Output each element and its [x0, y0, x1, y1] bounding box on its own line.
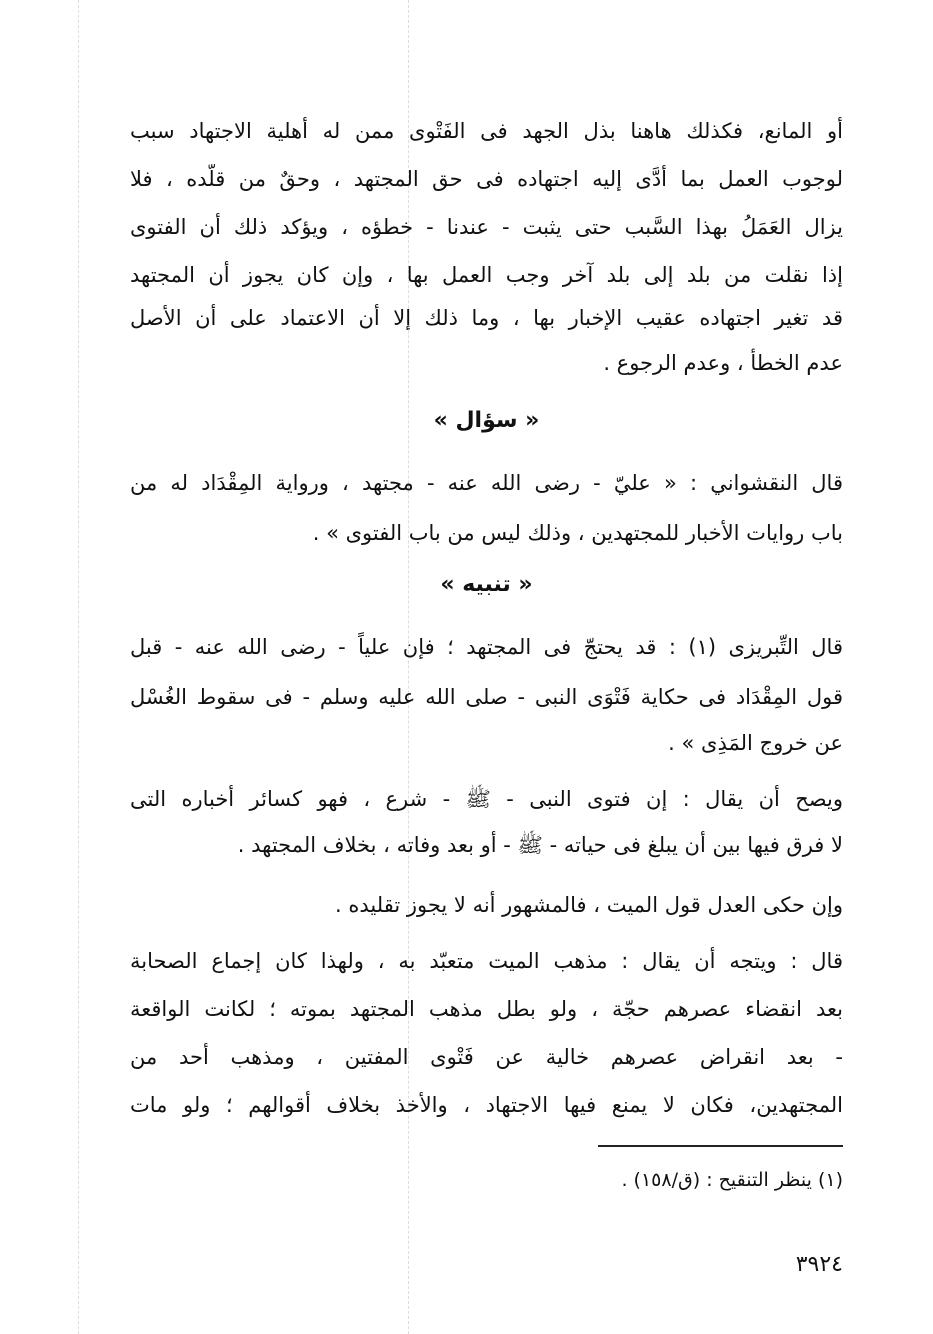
footnote-rule: [598, 1145, 843, 1147]
text-line: قد تغير اجتهاده عقيب الإخبار بها ، وما ذلك إلا أن الاعتماد على أن الأصل: [130, 306, 843, 330]
text-line: وإن حكى العدل قول الميت ، فالمشهور أنه لا يجوز تقليده .: [335, 893, 843, 917]
text-line: باب روايات الأخبار للمجتهدين ، وذلك ليس من باب الفتوى » .: [312, 521, 843, 545]
footnote: (١) ينظر التنقيح : (ق/١٥٨) .: [621, 1169, 843, 1191]
scan-artifact-line: [408, 0, 409, 1334]
text-line: قال التِّبريزى (١) : قد يحتجّ فى المجتهد ؛ فإن علياً - رضى الله عنه - قبل: [130, 635, 843, 659]
text-line: المجتهدين، فكان لا يمنع فيها الاجتهاد ، والأخذ بخلاف أقوالهم ؛ ولو مات: [130, 1093, 843, 1117]
scan-artifact-line: [78, 0, 79, 1334]
text-line: بعد انقضاء عصرهم حجّة ، ولو بطل مذهب المجتهد بموته ؛ لكانت الواقعة: [130, 997, 843, 1021]
section-heading: « تنبيه »: [440, 572, 533, 597]
text-line: قول المِقْدَاد فى حكاية فَتْوَى النبى - صلى الله عليه وسلم - فى سقوط الغُسْل: [130, 685, 843, 709]
text-line: ويصح أن يقال : إن فتوى النبى - ﷺ - شرع ، فهو كسائر أخباره التى: [130, 787, 843, 811]
text-line: لوجوب العمل بما أدَّى إليه اجتهاده فى حق المجتهد ، وحقٌ من قلَّده ، فلا: [130, 167, 843, 191]
text-line: عن خروج المَذِى » .: [668, 731, 843, 755]
text-line: - بعد انقراض عصرهم خالية عن فَتْوى المفتين ، ومذهب أحد من: [130, 1045, 843, 1069]
text-line: لا فرق فيها بين أن يبلغ فى حياته - ﷺ - أو بعد وفاته ، بخلاف المجتهد .: [237, 833, 843, 857]
page-number: ٣٩٢٤: [795, 1252, 843, 1277]
section-heading: « سؤال »: [433, 408, 540, 433]
text-line: إذا نقلت من بلد إلى بلد آخر وجب العمل بها ، وإن كان يجوز أن المجتهد: [130, 263, 843, 287]
text-line: عدم الخطأ ، وعدم الرجوع .: [603, 351, 843, 375]
text-line: قال النقشواني : « عليّ - رضى الله عنه - مجتهد ، ورواية المِقْدَاد له من: [130, 471, 843, 495]
text-line: قال : ويتجه أن يقال : مذهب الميت متعبّد به ، ولهذا كان إجماع الصحابة: [130, 949, 843, 973]
text-line: أو المانع، فكذلك هاهنا بذل الجهد فى الفَتْوى ممن له أهلية الاجتهاد سبب: [130, 119, 843, 143]
text-line: يزال العَمَلُ بهذا السَّبب حتى يثبت - عندنا - خطؤه ، ويؤكد ذلك أن الفتوى: [130, 215, 843, 239]
